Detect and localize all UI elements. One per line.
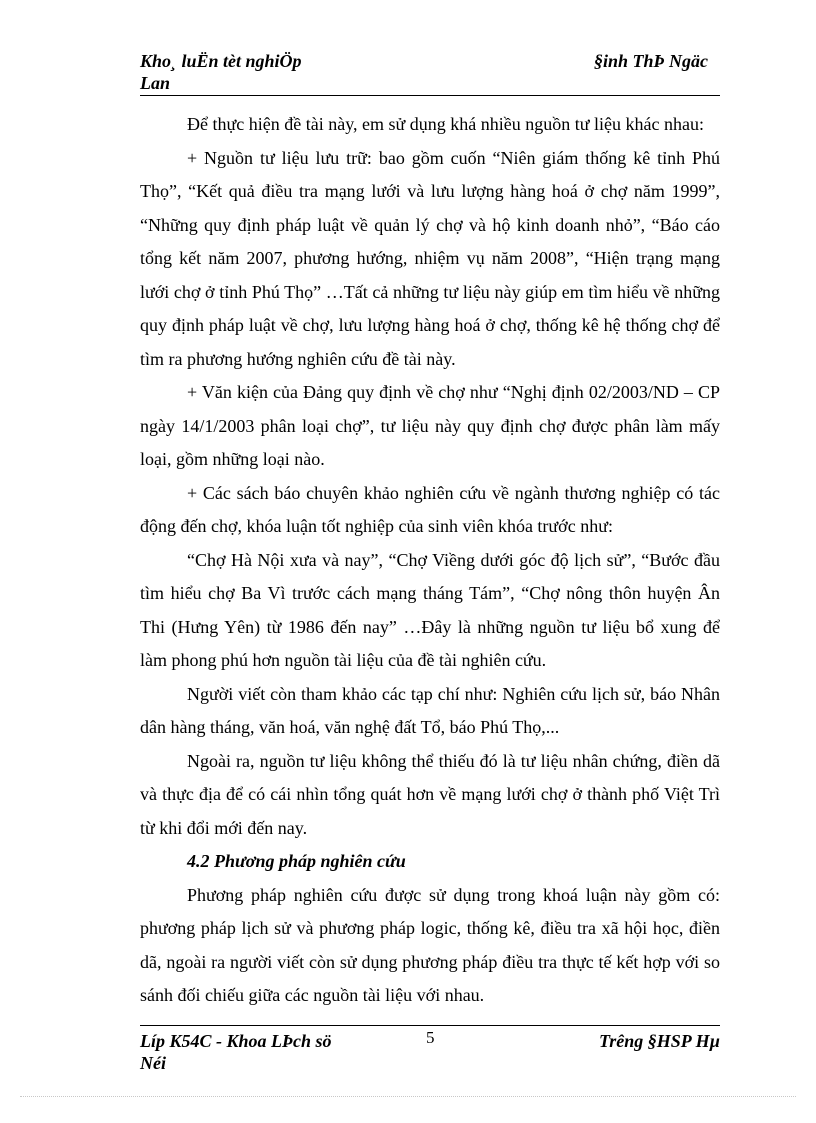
- page-header: [140, 50, 720, 98]
- header-author: §inh ThÞ Ngäc: [593, 51, 708, 71]
- page-number: 5: [426, 1028, 435, 1047]
- paragraph: + Văn kiện của Đảng quy định về chợ như “Nghị định 02/2003/ND – CP ngày 14/1/2003 phân loại chợ”, tư liệu này quy định chợ được phân làm mấy loại, gồm những loại nào.: [140, 382, 720, 469]
- header-divider: [140, 95, 720, 96]
- footer-class: Líp K54C - Khoa LÞch sö: [140, 1031, 332, 1051]
- paragraph: “Chợ Hà Nội xưa và nay”, “Chợ Viềng dưới góc độ lịch sử”, “Bước đầu tìm hiểu chợ Ba Vì trước cách mạng tháng Tám”, “Chợ nông thôn huyện Ân Thi (Hưng Yên) từ 1986 đến nay” …Đây là những nguồn tư liệu bổ xung để làm phong phú hơn nguồn tài liệu của đề tài nghiên cứu.: [140, 549, 720, 670]
- footer-divider: [140, 1025, 720, 1026]
- footer-class-line2: Néi: [140, 1053, 166, 1073]
- footer-school: Trêng §HSP Hµ: [598, 1031, 720, 1051]
- paragraph: Phương pháp nghiên cứu được sử dụng trong khoá luận này gồm có: phương pháp lịch sử và phương pháp logic, thống kê, điều tra xã hội học, điền dã, ngoài ra người viết còn sử dụng phương pháp điều tra thực tế kết hợp với so sánh đối chiếu giữa các nguồn tài liệu với nhau.: [140, 884, 720, 1005]
- paragraph: + Nguồn tư liệu lưu trữ: bao gồm cuốn “Niên giám thống kê tỉnh Phú Thọ”, “Kết quả điều tra mạng lưới và lưu lượng hàng hoá ở chợ năm 1999”, “Những quy định pháp luật về quản lý chợ và hộ kinh doanh nhỏ”, “Báo cáo tổng kết năm 2007, phương hướng, nhiệm vụ năm 2008”, “Hiện trạng mạng lưới chợ ở tỉnh Phú Thọ” …Tất cả những tư liệu này giúp em tìm hiểu về những quy định pháp luật về chợ, lưu lượng hàng hoá ở chợ, thống kê hệ thống chợ để tìm ra phương hướng nghiên cứu đề tài này.: [140, 147, 720, 369]
- header-left-text: [140, 50, 360, 94]
- header-title-line2: Lan: [140, 73, 171, 93]
- page-bottom-dotted-line: [20, 1096, 796, 1097]
- header-title: Kho¸ luËn tèt nghiÖp: [140, 51, 302, 71]
- paragraph: Ngoài ra, nguồn tư liệu không thể thiếu đó là tư liệu nhân chứng, điền dã và thực địa để có cái nhìn tổng quát hơn về mạng lưới chợ ở thành phố Việt Trì từ khi đổi mới đến nay.: [140, 750, 720, 838]
- section-heading: 4.2 Phương pháp nghiên cứu: [187, 851, 406, 871]
- paragraph: Để thực hiện đề tài này, em sử dụng khá nhiều nguồn tư liệu khác nhau:: [187, 114, 704, 134]
- page-footer: [140, 1030, 720, 1078]
- footer-left-text: [140, 1030, 380, 1074]
- paragraph: + Các sách báo chuyên khảo nghiên cứu về ngành thương nghiệp có tác động đến chợ, khóa luận tốt nghiệp của sinh viên khóa trước như:: [140, 482, 720, 536]
- paragraph: Người viết còn tham khảo các tạp chí như: Nghiên cứu lịch sử, báo Nhân dân hàng tháng, văn hoá, văn nghệ đất Tổ, báo Phú Thọ,...: [140, 683, 720, 737]
- document-body: [140, 108, 720, 1013]
